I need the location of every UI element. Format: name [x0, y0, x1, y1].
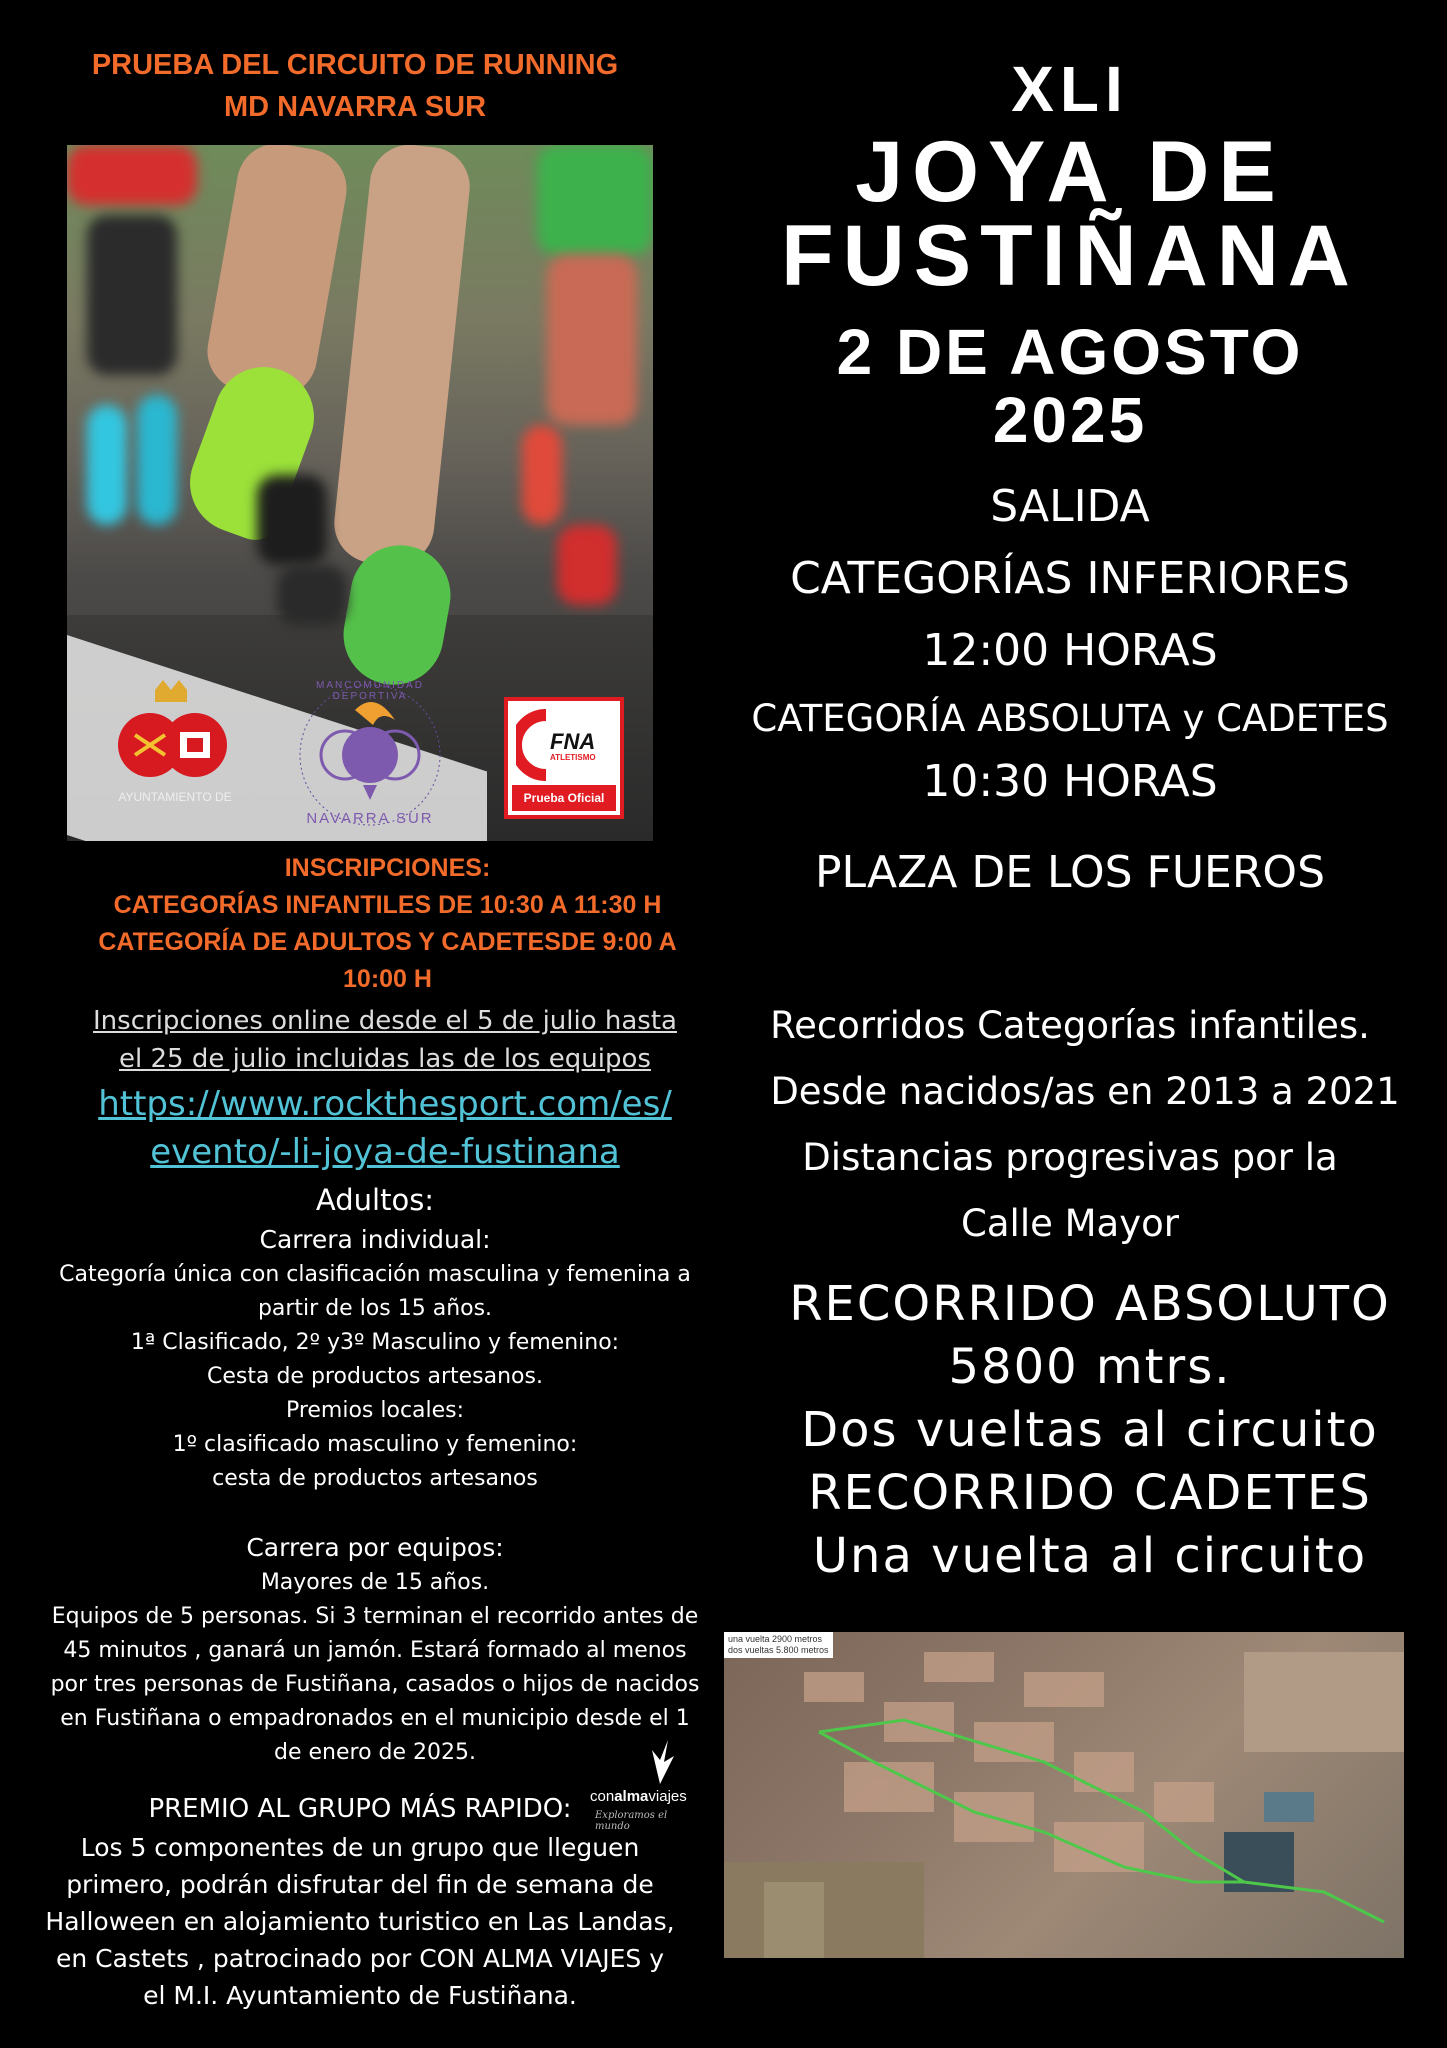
- conalma-c: viajes: [648, 1788, 687, 1805]
- categoria-absoluta: CATEGORÍA ABSOLUTA y CADETES: [751, 697, 1389, 740]
- equipos-line: en Fustiñana o empadronados en el municipio desde el 1: [60, 1706, 690, 1731]
- registration-link-line2[interactable]: evento/-li-joya-de-fustinana: [150, 1132, 620, 1172]
- premio-title: PREMIO AL GRUPO MÁS RAPIDO:: [148, 1794, 572, 1824]
- conalma-a: con: [590, 1788, 615, 1805]
- inscripciones-infantiles: CATEGORÍAS INFANTILES DE 10:30 A 11:30 H: [113, 891, 662, 919]
- premio-line: Halloween en alojamiento turistico en Las Landas,: [45, 1907, 675, 1936]
- event-title: [720, 124, 1420, 304]
- navarra-top-text: MANCOMUNIDAD DEPORTIVA: [316, 680, 424, 702]
- individual-line: 1ª Clasificado, 2º y3º Masculino y femenino:: [130, 1330, 620, 1355]
- equipos-line: Equipos de 5 personas. Si 3 terminan el recorrido antes de: [51, 1604, 699, 1629]
- recorrido-abs-line: RECORRIDO ABSOLUTO: [789, 1276, 1391, 1332]
- route-map: [724, 1632, 1404, 1958]
- circuit-header: [20, 44, 690, 128]
- recorridos-infantiles: [700, 993, 1440, 1257]
- equipos-line: por tres personas de Fustiñana, casados o hijos de nacidos: [50, 1672, 700, 1697]
- individual-line: Premios locales:: [285, 1398, 465, 1423]
- inscripciones-adultos-2: 10:00 H: [343, 965, 432, 993]
- recorrido-cad-line: RECORRIDO CADETES: [808, 1465, 1372, 1521]
- premio-text: [30, 1829, 690, 2014]
- navarra-bottom-text: NAVARRA SUR: [306, 810, 434, 827]
- ayuntamiento-logo: [95, 680, 255, 840]
- equipos-line: de enero de 2025.: [274, 1740, 476, 1765]
- circuit-line2: MD NAVARRA SUR: [223, 91, 487, 123]
- bird-icon: [630, 1740, 690, 1784]
- salida-label: SALIDA: [990, 481, 1150, 532]
- inscripciones-block: [20, 850, 755, 998]
- adultos-rules: [30, 1222, 720, 1770]
- registration-link-line1[interactable]: https://www.rockthesport.com/es/: [98, 1084, 672, 1124]
- individual-line: partir de los 15 años.: [257, 1296, 493, 1321]
- recorrido-cad-line: Una vuelta al circuito: [812, 1528, 1368, 1584]
- individual-line: Cesta de productos artesanos.: [207, 1364, 543, 1389]
- edition-number: XLI: [1011, 53, 1129, 125]
- ayuntamiento-line1: AYUNTAMIENTO DE: [118, 790, 232, 804]
- online-line2: el 25 de julio incluidas las de los equipos: [119, 1044, 651, 1074]
- ayuntamiento-line2: Fustiñana: [118, 806, 232, 833]
- map-legend-line2: dos vueltas 5.800 metros: [728, 1645, 829, 1655]
- registration-link[interactable]: [60, 1080, 710, 1176]
- fna-sub: ATLETISMO: [550, 753, 596, 762]
- premio-line: el M.I. Ayuntamiento de Fustiñana.: [143, 1981, 577, 2010]
- event-title-line1: JOYA DE: [855, 124, 1285, 220]
- premio-line: Los 5 componentes de un grupo que lleguen: [80, 1833, 640, 1862]
- map-legend-line1: una vuelta 2900 metros: [728, 1634, 823, 1644]
- map-legend: [724, 1632, 833, 1658]
- inscripciones-title: INSCRIPCIONES:: [284, 854, 491, 882]
- hora-inferiores: 12:00 HORAS: [922, 625, 1218, 676]
- individual-line: 1º clasificado masculino y femenino:: [172, 1432, 578, 1457]
- recorridos-line: Distancias progresivas por la: [802, 1136, 1338, 1179]
- individual-title: Carrera individual:: [259, 1225, 491, 1254]
- equipos-line: 45 minutos , ganará un jamón. Estará formado al menos: [63, 1638, 687, 1663]
- premio-line: primero, podrán disfrutar del fin de semana de: [66, 1870, 654, 1899]
- event-date-year: 2025: [992, 384, 1148, 456]
- fna-logo: [504, 697, 624, 819]
- recorrido-abs-line: 5800 mtrs.: [948, 1339, 1232, 1395]
- lugar-salida: PLAZA DE LOS FUEROS: [815, 847, 1325, 898]
- conalma-tagline: Exploramos el mundo: [595, 1810, 668, 1832]
- recorridos-line: Recorridos Categorías infantiles.: [770, 1004, 1370, 1047]
- recorridos-line: Calle Mayor: [961, 1202, 1179, 1245]
- aerial-map-image: [724, 1632, 1404, 1958]
- hora-absoluta: 10:30 HORAS: [922, 756, 1218, 807]
- online-line1: Inscripciones online desde el 5 de julio hasta: [93, 1006, 677, 1036]
- fna-text: FNA: [550, 729, 596, 754]
- recorrido-absoluto: [720, 1273, 1447, 1588]
- fna-mark-icon: [516, 709, 612, 781]
- event-title-line2: FUSTIÑANA: [781, 208, 1359, 304]
- circuit-line1: PRUEBA DEL CIRCUITO DE RUNNING: [91, 49, 619, 81]
- recorridos-line: Desde nacidos/as en 2013 a 2021: [770, 1070, 1400, 1113]
- premio-line: en Castets , patrocinado por CON ALMA VIAJES y: [56, 1944, 664, 1973]
- event-date: [720, 318, 1420, 454]
- recorrido-abs-line: Dos vueltas al circuito: [801, 1402, 1379, 1458]
- inscripciones-adultos: CATEGORÍA DE ADULTOS Y CADETESDE 9:00 A: [98, 928, 677, 956]
- individual-line: Categoría única con clasificación masculina y femenina a: [59, 1262, 691, 1287]
- categorias-inferiores: CATEGORÍAS INFERIORES: [790, 553, 1350, 604]
- conalma-name: [590, 1788, 705, 1805]
- fna-badge: Prueba Oficial: [512, 785, 616, 811]
- event-date-day: 2 DE AGOSTO: [836, 316, 1304, 388]
- adultos-title: Adultos:: [315, 1183, 435, 1217]
- individual-line: cesta de productos artesanos: [212, 1466, 538, 1491]
- equipos-line: Mayores de 15 años.: [260, 1570, 490, 1595]
- mancomunidad-logo: [285, 680, 455, 840]
- conalma-b: alma: [614, 1788, 649, 1805]
- coat-of-arms-icon: [95, 680, 255, 800]
- conalma-viajes-logo: [585, 1740, 705, 1830]
- equipos-title: Carrera por equipos:: [246, 1533, 504, 1562]
- online-registration-note: [60, 1002, 710, 1078]
